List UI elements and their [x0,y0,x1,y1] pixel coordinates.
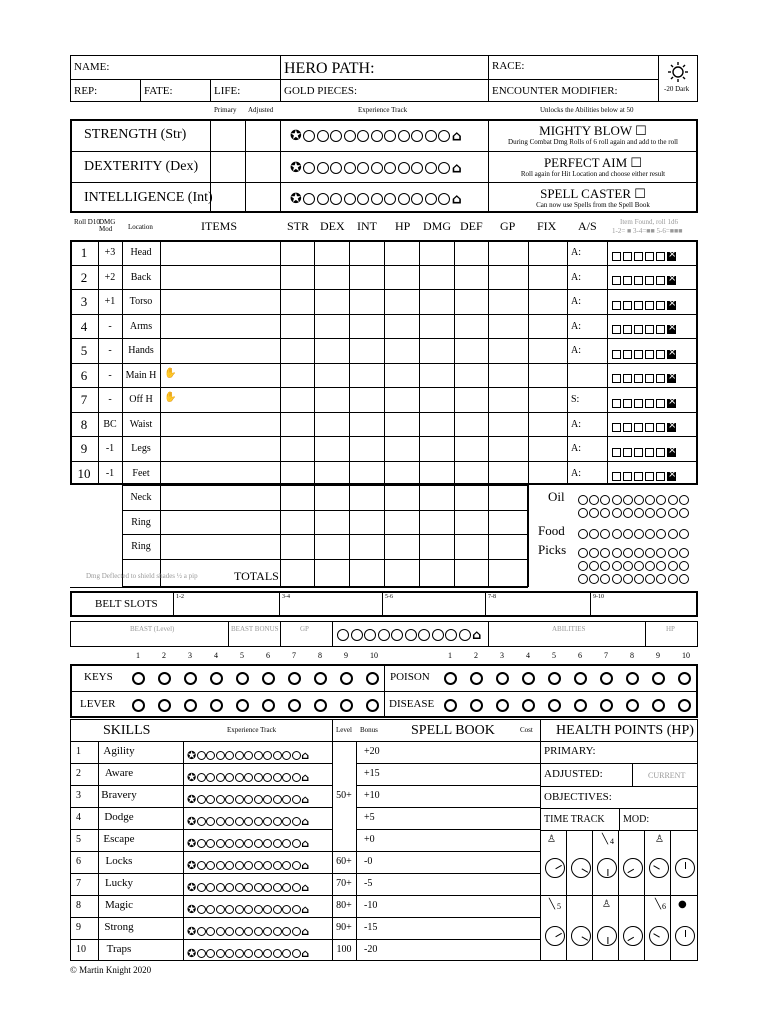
objectives-label: OBJECTIVES: [544,791,612,803]
extra-location-label: Ring [131,541,151,552]
tick-circle[interactable] [522,672,535,685]
track-number: 1 [136,651,140,660]
dmg-mod: +2 [104,271,116,283]
time-mark: 6 [662,902,666,911]
time-mark: 4 [610,837,614,846]
skills-title: SKILLS [103,723,151,738]
tick-circle[interactable] [366,699,379,712]
tick-circle[interactable] [678,672,691,685]
person-icon: ♙ [602,899,611,910]
skill-number: 3 [76,790,81,801]
hp-primary-label: PRIMARY: [544,745,596,757]
roll-number: 3 [80,294,88,309]
supply-track[interactable] [578,525,690,543]
track-number: 8 [630,651,634,660]
column-header-roll: Roll D10 [74,218,100,226]
column-header-dex: DEX [320,219,345,233]
skill-number: 10 [76,944,86,955]
skill-experience-track[interactable]: ✪ ⌂ [187,902,310,916]
tick-circle[interactable] [210,699,223,712]
time-track-clock[interactable] [623,858,643,878]
tick-circle[interactable] [132,672,145,685]
tick-circle[interactable] [340,699,353,712]
time-track-clock[interactable] [545,926,565,946]
location-label: Arms [129,320,153,332]
skill-experience-track[interactable]: ✪ ⌂ [187,858,310,872]
tick-circle[interactable] [444,672,457,685]
tick-circle[interactable] [132,699,145,712]
dmg-mod: - [108,320,112,332]
tick-circle[interactable] [288,672,301,685]
stat-experience-track[interactable]: ✪ ⌂ [290,191,462,208]
item-found-scale: 1-2= ■ 3-4=■■ 5-6=■■■ [612,227,683,235]
dmg-mod: -1 [105,467,115,479]
skill-experience-track[interactable]: ✪ ⌂ [187,814,310,828]
location-label: Main H [125,369,157,381]
skills-level-label: Level [336,726,352,734]
adjusted-label: Adjusted [248,106,274,114]
time-track-clock[interactable] [571,858,591,878]
roll-number: 7 [80,392,88,407]
stat-ability[interactable]: PERFECT AIM ☐ [543,155,643,170]
supply-label-food: Food [538,523,565,538]
tick-circle[interactable] [600,672,613,685]
skill-name: Magic [104,899,134,911]
stat-name: DEXTERITY (Dex) [84,159,199,174]
armour-shield-label: A: [571,320,581,332]
skill-experience-track[interactable]: ✪ ⌂ [187,880,310,894]
supply-label-picks: Picks [538,542,567,557]
tick-circle[interactable] [288,699,301,712]
column-header-fix: FIX [537,219,557,233]
name-label: NAME: [74,61,110,73]
armour-shield-label: S: [571,394,580,405]
beast-bonus-label: BEAST BONUS [231,625,279,633]
tick-circle[interactable] [184,699,197,712]
location-label: Off H [129,394,153,405]
tick-circle[interactable] [548,672,561,685]
belt-label: BELT SLOTS [95,598,158,610]
rep-label: REP: [74,85,98,97]
hp-current-label: CURRENT [648,771,686,780]
tick-circle[interactable] [158,672,171,685]
skill-name: Bravery [101,789,137,801]
tick-circle[interactable] [496,672,509,685]
skill-number: 9 [76,922,81,933]
location-label: Head [130,247,152,258]
stat-name: INTELLIGENCE (Int) [84,190,213,205]
skill-bonus: +5 [364,812,375,823]
dmg-mod: - [108,345,112,356]
spellbook-title: SPELL BOOK [411,723,495,738]
person-icon: ♙ [655,834,664,845]
item-damage-boxes[interactable] [612,247,678,265]
tick-circle[interactable] [262,672,275,685]
skill-experience-track[interactable]: ✪ ⌂ [187,836,310,850]
tick-circle[interactable] [262,699,275,712]
skill-name: Lucky [104,877,134,889]
armour-shield-label: A: [571,271,581,283]
location-label: Waist [129,418,153,430]
column-header-items: ITEMS [201,219,237,233]
track-number: 7 [604,651,608,660]
skill-bonus: +0 [364,834,375,845]
track-number: 2 [474,651,478,660]
track-number: 5 [240,651,244,660]
roll-number: 8 [80,416,88,432]
skill-bonus: +15 [364,768,380,779]
roll-number: 9 [80,441,88,456]
time-track-clock[interactable] [545,858,565,878]
tick-circle[interactable] [678,699,691,712]
dmg-mod: - [108,394,112,405]
gold-label: GOLD PIECES: [284,85,358,97]
item-damage-boxes[interactable] [612,468,678,486]
time-track-clock[interactable] [675,926,695,946]
time-track-label: TIME TRACK [544,814,605,825]
belt-slot-label: 7-8 [488,594,496,600]
tick-circle[interactable] [314,672,327,685]
skill-name: Strong [104,921,134,933]
armour-shield-label: A: [571,247,581,258]
dmg-mod: +1 [104,296,116,307]
skill-name: Traps [106,943,132,955]
tick-circle[interactable] [366,672,379,685]
tick-circle[interactable] [444,699,457,712]
person-icon: ♙ [547,834,556,845]
item-damage-boxes[interactable] [612,370,678,388]
skill-bonus: -5 [364,878,373,889]
life-label: LIFE: [214,85,241,97]
roll-number: 1 [80,245,88,260]
supply-track[interactable] [578,504,690,522]
skill-bonus: -10 [364,900,378,911]
tick-circle[interactable] [522,699,535,712]
dmg-mod: BC [103,418,117,430]
food-icon: ● [678,899,687,910]
track-label: Experience Track [358,106,408,114]
stat-ability[interactable]: MIGHTY BLOW ☐ [539,123,647,138]
track-number: 10 [682,651,690,660]
dmg-mod: +3 [104,247,116,258]
skill-level: 70+ [336,878,352,889]
skill-name: Dodge [104,811,134,823]
armour-shield-label: A: [571,418,581,430]
fate-label: FATE: [144,85,173,97]
torch-icon: ╲ [655,899,662,910]
column-header-int: INT [357,219,377,233]
track-number: 5 [552,651,556,660]
poison-label: POISON [390,671,430,683]
tick-circle[interactable] [652,699,665,712]
item-found-note: Item Found, roll 1d6 [620,218,678,226]
column-header-location: Location [128,223,153,231]
time-track-clock[interactable] [571,926,591,946]
skill-level: 60+ [336,856,352,867]
skill-number: 8 [76,900,81,911]
extra-location-label: Ring [131,516,151,528]
item-damage-boxes[interactable] [612,272,678,290]
stat-ability-desc: During Combat Dmg Rolls of 6 roll again and add to the roll [508,138,678,146]
roll-number: 4 [80,318,88,334]
dmg-mod: -1 [105,443,115,454]
hero-path-label: HERO PATH: [284,60,375,77]
beast-abilities-label: ABILITIES [552,625,586,633]
item-damage-boxes[interactable] [612,296,678,314]
dark-note: -20 Dark [664,85,690,93]
track-number: 4 [214,651,218,660]
disease-label: DISEASE [389,698,435,710]
stat-experience-track[interactable]: ✪ ⌂ [290,128,462,145]
track-number: 9 [344,651,348,660]
health-title: HEALTH POINTS (HP) [556,723,694,738]
skill-name: Aware [104,767,134,779]
roll-number: 6 [80,367,88,383]
tick-circle[interactable] [574,699,587,712]
location-label: Hands [128,345,154,356]
track-number: 9 [656,651,660,660]
column-header-dmg2: DMG [423,219,452,233]
time-track-clock[interactable] [597,926,617,946]
location-label: Torso [129,296,153,307]
tick-circle[interactable] [574,672,587,685]
skill-experience-track[interactable]: ✪ ⌂ [187,924,310,938]
skills-track-label: Experience Track [227,726,277,734]
skill-experience-track[interactable]: ✪ ⌂ [187,748,310,762]
race-label: RACE: [492,60,525,72]
column-header-hp: HP [395,219,411,233]
beast-level-label: BEAST (Level) [130,625,175,633]
skill-bonus: -0 [364,856,373,867]
skills-bonus-label: Bonus [360,726,378,734]
track-number: 3 [500,651,504,660]
skill-number: 6 [76,856,81,867]
skill-bonus: +20 [364,746,380,757]
supply-label-oil: Oil [548,489,565,504]
tick-circle[interactable] [236,672,249,685]
skill-number: 2 [76,768,81,779]
track-number: 10 [370,651,378,660]
torch-icon: ╲ [602,834,609,845]
time-track-clock[interactable] [623,926,643,946]
stat-ability-desc: Can now use Spells from the Spell Book [536,201,650,209]
supply-track[interactable] [578,570,690,588]
skill-number: 7 [76,878,81,889]
track-number: 6 [266,651,270,660]
tick-circle[interactable] [652,672,665,685]
time-track-clock[interactable] [649,926,669,946]
encounter-label: ENCOUNTER MODIFIER: [492,85,618,97]
skill-number: 4 [76,812,81,823]
skill-name: Escape [103,833,135,845]
stat-ability[interactable]: SPELL CASTER ☐ [540,186,646,201]
time-track-clock[interactable] [675,858,695,878]
track-number: 7 [292,651,296,660]
beast-track[interactable]: ⌂ [337,626,481,644]
time-track-clock[interactable] [649,858,669,878]
skill-name: Agility [103,745,135,757]
tick-circle[interactable] [626,699,639,712]
totals-label: TOTALS [234,569,279,583]
skill-bonus: +10 [364,790,380,801]
skill-bonus: -20 [364,944,378,955]
track-number: 1 [448,651,452,660]
beast-gp-label: GP [300,625,309,633]
location-label: Back [130,271,152,283]
stat-ability-desc: Roll again for Hit Location and choose either result [520,170,666,178]
column-header-def: DEF [460,219,483,233]
tick-circle[interactable] [340,672,353,685]
keys-label: KEYS [84,671,113,683]
location-label: Legs [131,443,151,454]
belt-slot-label: 9-10 [593,594,604,600]
item-damage-boxes[interactable] [612,394,678,412]
armour-shield-label: A: [571,443,581,454]
skill-experience-track[interactable]: ✪ ⌂ [187,770,310,784]
skill-name: Locks [105,855,133,867]
stat-name: STRENGTH (Str) [84,127,187,142]
track-number: 4 [526,651,530,660]
beast-hp-label: HP [666,625,675,633]
belt-slot-label: 5-6 [385,594,393,600]
item-damage-boxes[interactable] [612,321,678,339]
skill-level: 80+ [336,900,352,911]
tick-circle[interactable] [314,699,327,712]
track-number: 6 [578,651,582,660]
tick-circle[interactable] [470,699,483,712]
roll-number: 10 [77,465,91,481]
hand-icon: ✋ [164,367,177,379]
tick-circle[interactable] [496,699,509,712]
armour-shield-label: A: [571,296,581,307]
location-label: Feet [132,467,150,479]
tick-circle[interactable] [626,672,639,685]
track-number: 8 [318,651,322,660]
unlock-label: Unlocks the Abilities below at 50 [540,106,634,114]
track-number: 3 [188,651,192,660]
time-mark: 5 [557,902,561,911]
sun-icon [668,62,688,82]
tick-circle[interactable] [236,699,249,712]
hand-icon: ✋ [164,392,177,403]
column-header-gp: GP [500,219,516,233]
skill-level: 100 [336,944,352,955]
tick-circle[interactable] [210,672,223,685]
spellbook-cost-label: Cost [520,726,533,734]
lever-label: LEVER [80,698,116,710]
skill-bonus: -15 [364,922,378,933]
extra-location-label: Neck [130,492,152,503]
tick-circle[interactable] [600,699,613,712]
hp-adjusted-label: ADJUSTED: [544,768,603,780]
column-header-dmg: DMG Mod [99,218,116,233]
column-header-str: STR [287,219,310,233]
armour-shield-label: A: [571,467,581,479]
column-header-as: A/S [578,219,597,233]
skill-experience-track[interactable]: ✪ ⌂ [187,792,310,806]
tick-circle[interactable] [548,699,561,712]
item-damage-boxes[interactable] [612,443,678,461]
tick-circle[interactable] [184,672,197,685]
tick-circle[interactable] [158,699,171,712]
skill-number: 5 [76,834,81,845]
time-track-clock[interactable] [597,858,617,878]
skill-level: 90+ [336,922,352,933]
tick-circle[interactable] [470,672,483,685]
mod-label: MOD: [623,814,650,825]
item-damage-boxes[interactable] [612,345,678,363]
stat-experience-track[interactable]: ✪ ⌂ [290,160,462,177]
copyright: © Martin Knight 2020 [70,965,152,975]
primary-label: Primary [214,106,237,114]
roll-number: 2 [80,269,88,285]
dmg-mod: - [108,369,112,381]
item-damage-boxes[interactable] [612,419,678,437]
torch-icon: ╲ [549,899,556,910]
belt-slot-label: 1-2 [176,594,184,600]
skill-experience-track[interactable]: ✪ ⌂ [187,946,310,960]
roll-number: 5 [80,343,88,358]
deflect-note: Dmg Deflected to shield shades ½ a pip [86,572,198,580]
belt-slot-label: 3-4 [282,594,290,600]
skill-level: 50+ [336,790,352,801]
track-number: 2 [162,651,166,660]
skill-number: 1 [76,746,81,757]
armour-shield-label: A: [571,345,581,356]
